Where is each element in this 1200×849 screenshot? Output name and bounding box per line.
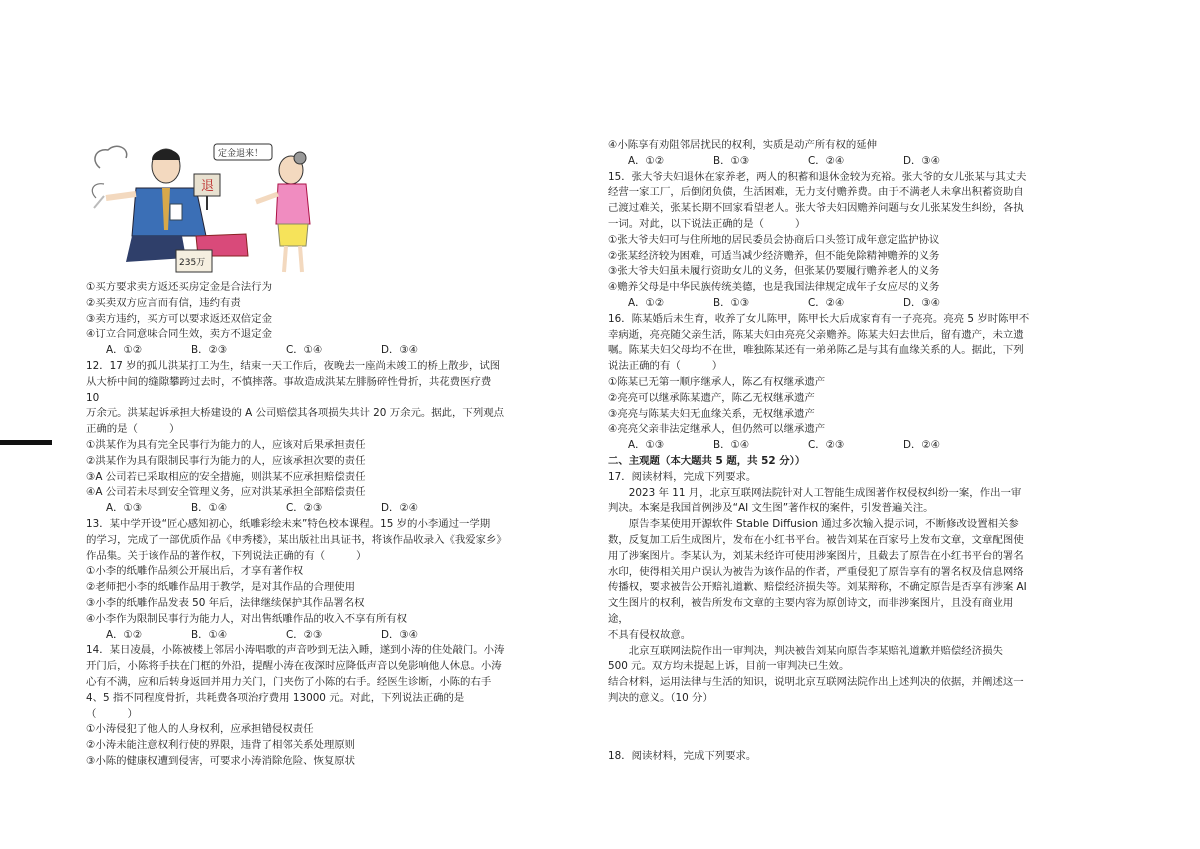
q14-option-a: A．①② — [628, 154, 665, 167]
q14-stem-1: 14．某日凌晨，小陈被楼上邻居小涛唱歌的声音吵到无法入睡，遂到小涛的住处敲门。小涛 — [86, 644, 505, 657]
q12-stem-4: 正确的是（ ） — [86, 423, 180, 436]
q16-item-2: ②亮亮可以继承陈某遗产，陈乙无权继承遗产 — [608, 391, 815, 404]
q12-option-c: C．②③ — [286, 502, 323, 515]
margin-marker — [0, 440, 52, 445]
cartoon-illustration — [86, 138, 336, 278]
q17-para1-line2: 判决。本案是我国首例涉及“AI 文生图”著作权的案件，引发普遍关注。 — [608, 502, 934, 515]
q16-stem-4: 说法正确的有（ ） — [608, 360, 723, 373]
q12-item-2: ②洪某作为具有限制民事行为能力的人，应该承担次要的责任 — [86, 454, 366, 467]
q14-item-4: ④小陈享有劝阻邻居扰民的权利，实质是动产所有权的延伸 — [608, 139, 878, 151]
q12-stem-2: 从大桥中间的缝隙攀跨过去时，不慎摔落。事故造成洪某左腓肠碎性骨折，共花费医疗费 10 — [86, 375, 492, 404]
q11-options — [86, 343, 506, 359]
q15-options — [608, 296, 1030, 312]
q11-item-3: ③卖方违约，买方可以要求返还双倍定金 — [86, 312, 272, 325]
q13-option-c: C．②③ — [286, 628, 323, 641]
q13-stem-1: 13．某中学开设“匠心感知初心，纸雕彩绘未来”特色校本课程。15 岁的小李通过一学期 — [86, 517, 491, 530]
q11-option-b: B．②③ — [191, 344, 228, 357]
q17-para1-line1: 2023 年 11 月，北京互联网法院针对人工智能生成图著作权侵权纠纷一案，作出一审 — [628, 486, 1022, 499]
q13-item-1: ①小李的纸雕作品须公开展出后，才享有著作权 — [86, 565, 304, 578]
q14-item-1: ①小涛侵犯了他人的人身权利，应承担错侵权责任 — [86, 723, 314, 736]
q15-option-c: C．②④ — [808, 296, 845, 309]
answer-space — [608, 707, 1030, 749]
q16-options — [608, 438, 1030, 454]
q16-item-3: ③亮亮与陈某夫妇无血缘关系，无权继承遗产 — [608, 407, 815, 420]
q17-para2-line7: 不具有侵权故意。 — [608, 628, 692, 641]
q16-option-c: C．②③ — [808, 439, 845, 452]
q17-para3-line1: 北京互联网法院作出一审判决，判决被告刘某向原告李某赔礼道歉并赔偿经济损失 — [628, 644, 1003, 657]
q14-item-3: ③小陈的健康权遭到侵害，可要求小涛消除危险、恢复原状 — [86, 754, 356, 767]
q16-option-a: A．①③ — [628, 439, 665, 452]
q14-option-d: D．③④ — [903, 154, 941, 167]
q12-stem-3: 万余元。洪某起诉承担大桥建设的 A 公司赔偿其各项损失共计 20 万余元。据此，下列观点 — [86, 407, 504, 420]
q15-item-2: ②张某经济较为困难，可适当减少经济赡养，但不能免除精神赡养的义务 — [608, 249, 940, 262]
q11-option-c: C．①④ — [286, 344, 323, 357]
q17-para2-line1: 原告李某使用开源软件 Stable Diffusion 通过多次输入提示词，不断修改设置相关参 — [628, 518, 1019, 531]
q15-stem-3: 己渡过难关，张某长期不回家看望老人。张大爷夫妇因赡养问题与女儿张某发生纠纷，各执 — [608, 202, 1024, 215]
q12-options — [86, 501, 506, 517]
q13-item-2: ②老师把小李的纸雕作品用于教学，是对其作品的合理使用 — [86, 581, 356, 594]
q17-para2-line2: 数，反复加工后生成图片，发布在小红书平台。被告刘某在百家号上发布文章，文章配图使 — [608, 533, 1024, 546]
left-column — [86, 138, 506, 770]
q16-stem-2: 幸病逝，亮亮随父亲生活，陈某夫妇由亮亮父亲赡养。陈某夫妇去世后，留有遗产，未立遗 — [608, 328, 1024, 341]
q15-option-d: D．③④ — [903, 296, 941, 309]
q12-option-a: A．①③ — [106, 502, 143, 515]
q16-option-b: B．①④ — [713, 439, 750, 452]
q12-option-d: D．②④ — [381, 502, 419, 515]
q13-option-a: A．①② — [106, 628, 143, 641]
q17-task-line2: 判决的意义。（10 分） — [608, 691, 713, 704]
q11-item-1: ①买方要求卖方返还买房定金是合法行为 — [86, 281, 272, 293]
q15-item-1: ①张大爷夫妇可与住所地的居民委员会协商后口头签订成年意定监护协议 — [608, 233, 940, 246]
q11-option-d: D．③④ — [381, 344, 419, 357]
q17-para3-line2: 500 元。双方均未提起上诉，目前一审判决已生效。 — [608, 660, 850, 673]
q14-options — [608, 154, 1030, 170]
q11-option-a: A．①② — [106, 344, 143, 357]
q17-task-line1: 结合材料，运用法律与生活的知识，说明北京互联网法院作出上述判决的依据，并阐述这一 — [608, 676, 1024, 689]
q13-stem-3: 作品集。关于该作品的著作权，下列说法正确的有（ ） — [86, 549, 367, 562]
q11-item-2: ②买卖双方应言而有信，违约有责 — [86, 296, 241, 309]
sign-text: 退 — [201, 179, 215, 194]
q15-stem-4: 一词。对此，以下说法正确的是（ ） — [608, 217, 806, 230]
q15-item-4: ④赡养父母是中华民族传统美德，也是我国法律规定成年子女应尽的义务 — [608, 281, 940, 294]
q12-item-1: ①洪某作为具有完全民事行为能力的人，应该对后果承担责任 — [86, 438, 366, 451]
q15-item-3: ③张大爷夫妇虽未履行资助女儿的义务，但张某仍要履行赡养老人的义务 — [608, 265, 940, 278]
q14-option-c: C．②④ — [808, 154, 845, 167]
q16-option-d: D．②④ — [903, 439, 941, 452]
q12-option-b: B．①④ — [191, 502, 228, 515]
q12-item-4: ④A 公司若未尽到安全管理义务，应对洪某承担全部赔偿责任 — [86, 486, 366, 499]
q13-stem-2: 的学习，完成了一部优质作品《申秀楼》，某出版社出具证书，将该作品收录入《我爱家乡》 — [86, 533, 507, 546]
q14-stem-4: 4、5 指不同程度骨折，共耗费各项治疗费用 13000 元。对此，下列说法正确的是（ ） — [86, 691, 465, 720]
q17-title: 17．阅读材料，完成下列要求。 — [608, 470, 757, 483]
q14-stem-2: 开门后，小陈将手扶在门框的外沿，提醒小涛在夜深时应降低声音以免影响他人休息。小涛 — [86, 660, 502, 673]
q18-title: 18．阅读材料，完成下列要求。 — [608, 749, 757, 762]
q13-option-b: B．①④ — [191, 628, 228, 641]
q14-item-2: ②小涛未能注意权利行使的界限，违背了相邻关系处理原则 — [86, 739, 356, 752]
crate-badge: 235万 — [179, 258, 206, 268]
q13-options — [86, 628, 506, 644]
section-title: 二、主观题（本大题共 5 题，共 52 分）） — [608, 454, 806, 467]
q13-item-4: ④小李作为限制民事行为能力人，对出售纸雕作品的收入不享有所有权 — [86, 612, 408, 625]
cartoon-drawing — [86, 138, 336, 278]
q15-option-b: B．①③ — [713, 296, 750, 309]
q17-para2-line6: 文生图片的权利，被告所发布文章的主要内容为原创诗文，而非涉案图片，且没有商业用途， — [608, 597, 1014, 625]
q12-item-3: ③A 公司若已采取相应的安全措施，则洪某不应承担赔偿责任 — [86, 470, 366, 483]
q15-option-a: A．①② — [628, 296, 665, 309]
q17-para2-line4: 水印，使得相关用户误认为被告为该作品的作者，严重侵犯了原告享有的署名权及信息网络 — [608, 565, 1024, 578]
q16-stem-3: 嘱。陈某夫妇父母均不在世，唯独陈某还有一弟弟陈乙是与其有血缘关系的人。据此，下列 — [608, 344, 1024, 357]
q16-item-4: ④亮亮父亲非法定继承人，但仍然可以继承遗产 — [608, 423, 826, 436]
q15-stem-1: 15．张大爷夫妇退休在家养老，两人的积蓄和退休金较为充裕。张大爷的女儿张某与其丈夫 — [608, 170, 1027, 183]
q13-option-d: D．③④ — [381, 628, 419, 641]
q13-item-3: ③小李的纸雕作品发表 50 年后，法律继续保护其作品署名权 — [86, 596, 365, 609]
q16-stem-1: 16．陈某婚后未生育，收养了女儿陈甲，陈甲长大后成家育有一子亮亮。亮亮 5 岁时陈甲不 — [608, 312, 1030, 325]
speech-bubble: 定金退来！ — [218, 149, 264, 159]
q17-para2-line5: 传播权，要求被告公开赔礼道歉、赔偿经济损失等。刘某辩称，不确定原告是否享有涉案 AI — [608, 581, 1027, 594]
right-column — [608, 138, 1030, 764]
q14-option-b: B．①③ — [713, 154, 750, 167]
q15-stem-2: 经营一家工厂，后倒闭负债，生活困难，无力支付赡养费。由于不满老人未拿出积蓄资助自 — [608, 186, 1024, 199]
q17-para2-line3: 用了涉案图片。李某认为，刘某未经许可使用涉案图片，且截去了原告在小红书平台的署名 — [608, 549, 1024, 562]
q16-item-1: ①陈某已无第一顺序继承人，陈乙有权继承遗产 — [608, 375, 826, 388]
q12-stem-1: 12．17 岁的孤儿洪某打工为生，结束一天工作后，夜晚去一座尚未竣工的桥上散步，试图 — [86, 359, 501, 372]
q14-stem-3: 心有不满，应和后转身返回并用力关门，门夹伤了小陈的右手。经医生诊断，小陈的右手 — [86, 675, 492, 688]
q11-item-4: ④订立合同意味合同生效，卖方不退定金 — [86, 328, 272, 341]
